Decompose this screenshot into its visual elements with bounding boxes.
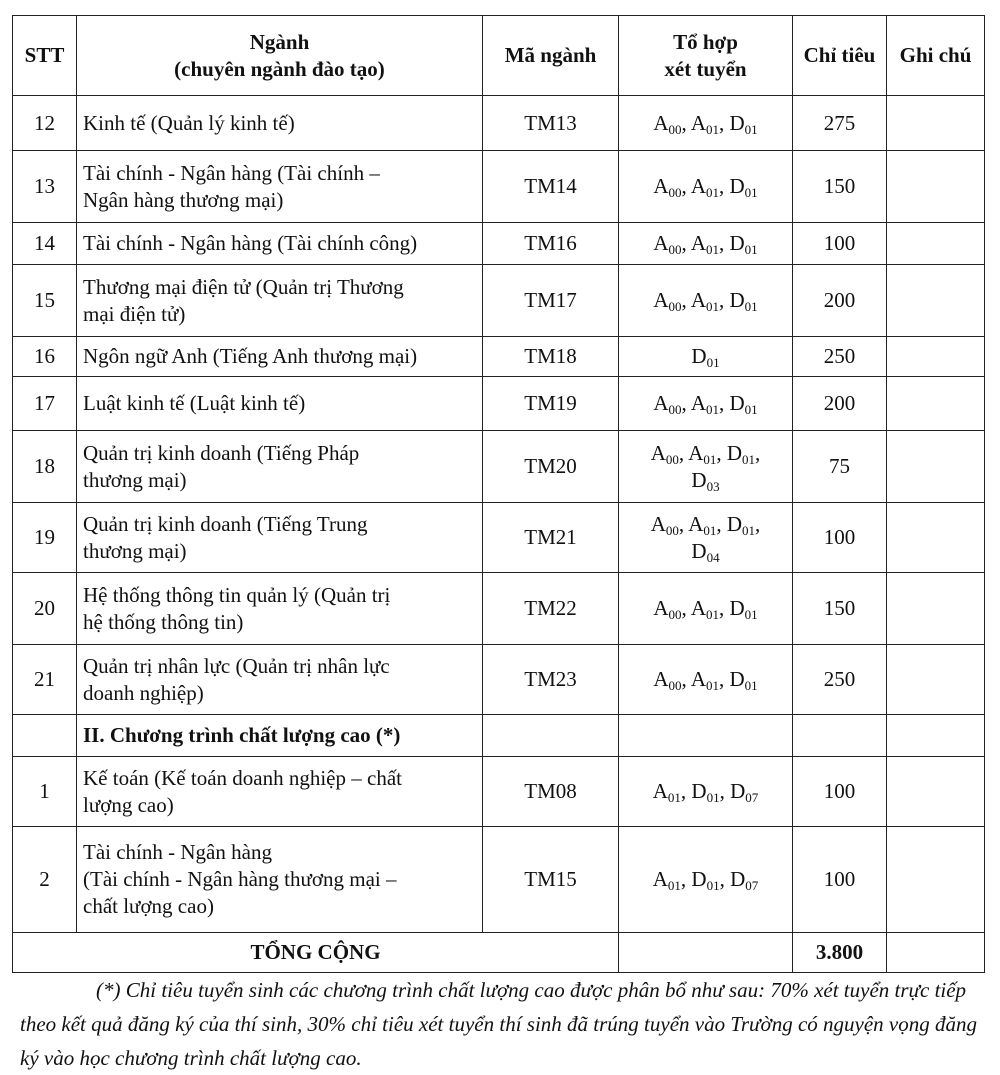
program-name-line: Kinh tế (Quản lý kinh tế) — [83, 110, 295, 135]
program-name-line: Tài chính - Ngân hàng — [83, 840, 272, 864]
subject-combination-cell: $A_{00}$, $A_{01}$, $D_{01}$, $D_{04}$ — [619, 503, 793, 573]
subject-code: $D_{01}$ — [729, 174, 758, 200]
program-code-cell: TM18 — [483, 337, 619, 377]
program-code-cell: TM14 — [483, 151, 619, 223]
table-row — [13, 223, 985, 265]
table-row — [13, 265, 985, 337]
subject-combination-cell: $A_{00}$, $A_{01}$, $D_{01}$ — [619, 377, 793, 431]
subject-combination-cell: $A_{01}$, $D_{01}$, $D_{07}$ — [619, 757, 793, 827]
quota-cell: 100 — [793, 223, 887, 265]
stt-cell: 2 — [13, 827, 77, 933]
subject-code: $D_{01}$ — [726, 440, 756, 467]
note-cell — [887, 645, 985, 715]
subject-code: $D_{04}$ — [691, 538, 720, 565]
subject-code: $A_{01}$ — [690, 110, 719, 137]
note-cell — [887, 573, 985, 645]
subject-code: $D_{01}$ — [726, 511, 756, 538]
table-row — [13, 431, 985, 503]
program-name-cell — [77, 757, 483, 827]
subject-code: $A_{01}$ — [690, 391, 719, 417]
program-name-line: (Tài chính - Ngân hàng thương mại – — [83, 867, 397, 891]
program-name-line: lượng cao) — [83, 792, 174, 817]
note-cell — [887, 151, 985, 223]
program-code-cell: TM08 — [483, 757, 619, 827]
program-code-cell: TM16 — [483, 223, 619, 265]
stt-cell: 12 — [13, 96, 77, 151]
quota-cell: 75 — [793, 431, 887, 503]
program-name-cell — [77, 573, 483, 645]
quota-cell: 275 — [793, 96, 887, 151]
header-nganh-line1: Ngành — [249, 29, 310, 54]
header-to-hop-line1: Tổ hợp — [673, 29, 738, 54]
table-row — [13, 645, 985, 715]
table-row — [13, 827, 985, 933]
section-title-row — [13, 715, 985, 757]
program-name-line: Hệ thống thông tin quản lý (Quản trị — [83, 582, 391, 607]
table-row — [13, 377, 985, 431]
subject-code: $A_{01}$ — [688, 511, 717, 538]
subject-code: $D_{01}$ — [691, 779, 720, 805]
total-row — [13, 933, 985, 973]
program-code-cell: TM19 — [483, 377, 619, 431]
note-cell — [887, 96, 985, 151]
note-cell — [887, 503, 985, 573]
program-name-line: chất lượng cao) — [83, 894, 214, 918]
program-name-line: Tài chính - Ngân hàng (Tài chính công) — [83, 231, 418, 255]
table-row — [13, 337, 985, 377]
subject-code: $A_{00}$ — [653, 110, 682, 137]
section-header — [13, 715, 985, 757]
stt-cell: 14 — [13, 223, 77, 265]
program-name-line: Quản trị nhân lực (Quản trị nhân lực — [83, 653, 390, 678]
subject-code: $D_{01}$ — [729, 231, 758, 257]
quota-cell: 150 — [793, 151, 887, 223]
program-name-cell — [77, 503, 483, 573]
program-name-line: thương mại) — [83, 538, 187, 563]
program-code-cell: TM21 — [483, 503, 619, 573]
quota-cell: 250 — [793, 337, 887, 377]
program-name-line: Quản trị kinh doanh (Tiếng Pháp — [83, 440, 360, 465]
subject-code: $A_{00}$ — [653, 667, 682, 693]
program-name-line: Luật kinh tế (Luật kinh tế) — [83, 391, 306, 415]
program-name-line: mại điện tử) — [83, 301, 186, 326]
subject-combination-cell: $A_{00}$, $A_{01}$, $D_{01}$ — [619, 223, 793, 265]
high-quality-program-rows — [13, 757, 985, 933]
header-ma-nganh: Mã ngành — [483, 16, 619, 96]
program-code-cell: TM17 — [483, 265, 619, 337]
subject-code: $D_{01}$ — [729, 110, 758, 137]
note-cell — [887, 757, 985, 827]
subject-code: $A_{01}$ — [690, 596, 719, 622]
program-name-line: doanh nghiệp) — [83, 680, 204, 705]
header-chi-tieu: Chỉ tiêu — [793, 16, 887, 96]
quota-cell: 100 — [793, 827, 887, 933]
program-code-cell: TM22 — [483, 573, 619, 645]
program-name-line: Kế toán (Kế toán doanh nghiệp – chất — [83, 765, 402, 790]
table-header-row — [13, 16, 985, 96]
program-code-cell: TM20 — [483, 431, 619, 503]
program-rows — [13, 96, 985, 715]
subject-code: $D_{01}$ — [729, 391, 758, 417]
program-name-line: Thương mại điện tử (Quản trị Thương — [83, 274, 404, 299]
subject-combination-cell — [619, 337, 793, 377]
subject-code: $D_{01}$ — [691, 867, 720, 893]
subject-code: $A_{01}$ — [688, 440, 717, 467]
subject-code: $A_{00}$ — [650, 440, 679, 467]
subject-code: $A_{00}$ — [653, 174, 682, 200]
program-code-cell: TM23 — [483, 645, 619, 715]
table-row — [13, 757, 985, 827]
stt-cell: 13 — [13, 151, 77, 223]
subject-code: $D_{07}$ — [730, 867, 759, 893]
subject-code: $D_{01}$ — [729, 596, 758, 622]
program-name-line: Tài chính - Ngân hàng (Tài chính – — [83, 160, 380, 185]
program-name-cell — [77, 265, 483, 337]
quota-cell: 200 — [793, 377, 887, 431]
quota-cell: 250 — [793, 645, 887, 715]
subject-code: $A_{00}$ — [650, 511, 679, 538]
program-name-cell — [77, 645, 483, 715]
subject-code: $D_{01}$ — [729, 288, 758, 314]
note-cell — [887, 337, 985, 377]
program-code-cell: TM13 — [483, 96, 619, 151]
header-nganh — [77, 16, 483, 96]
stt-cell: 19 — [13, 503, 77, 573]
program-name-line: hệ thống thông tin) — [83, 609, 244, 634]
stt-cell: 1 — [13, 757, 77, 827]
stt-cell: 20 — [13, 573, 77, 645]
subject-combination-cell: $A_{00}$, $A_{01}$, $D_{01}$ — [619, 96, 793, 151]
subject-combination-cell: $A_{00}$, $A_{01}$, $D_{01}$ — [619, 151, 793, 223]
program-name-cell — [77, 96, 483, 151]
table-row — [13, 96, 985, 151]
header-nganh-line2: (chuyên ngành đào tạo) — [174, 56, 385, 81]
program-name-line: Ngôn ngữ Anh (Tiếng Anh thương mại) — [83, 344, 418, 368]
note-cell — [887, 377, 985, 431]
stt-cell: 16 — [13, 337, 77, 377]
quota-cell: 100 — [793, 757, 887, 827]
subject-combination-cell: $A_{00}$, $A_{01}$, $D_{01}$ — [619, 265, 793, 337]
subject-code: $D_{01}$ — [729, 667, 758, 693]
header-to-hop-line2: xét tuyển — [664, 56, 747, 81]
subject-code: $A_{00}$ — [653, 596, 682, 622]
subject-code: $A_{01}$ — [690, 174, 719, 200]
header-to-hop — [619, 16, 793, 96]
note-cell — [887, 431, 985, 503]
subject-code: $D_{07}$ — [730, 779, 759, 805]
subject-code: $A_{01}$ — [690, 667, 719, 693]
subject-combination-cell: $A_{00}$, $A_{01}$, $D_{01}$ — [619, 573, 793, 645]
program-name-cell — [77, 151, 483, 223]
program-name-line: Quản trị kinh doanh (Tiếng Trung — [83, 511, 368, 536]
program-name-cell — [77, 827, 483, 933]
table-row — [13, 151, 985, 223]
subject-code: $A_{01}$ — [690, 231, 719, 257]
subject-code: $A_{01}$ — [652, 779, 681, 805]
subject-combination-cell: $A_{01}$, $D_{01}$, $D_{07}$ — [619, 827, 793, 933]
subject-code: $A_{00}$ — [653, 288, 682, 314]
subject-code: $D_{01}$ — [691, 344, 720, 370]
header-ghi-chu: Ghi chú — [887, 16, 985, 96]
program-name-cell — [77, 223, 483, 265]
total-label: TỔNG CỘNG — [13, 933, 619, 973]
note-cell — [887, 265, 985, 337]
subject-code: $A_{00}$ — [653, 231, 682, 257]
total-value: 3.800 — [793, 933, 887, 973]
table-row — [13, 573, 985, 645]
subject-code: $A_{00}$ — [653, 391, 682, 417]
note-cell — [887, 223, 985, 265]
section-title: II. Chương trình chất lượng cao (*) — [77, 715, 483, 757]
footnote: (*) Chỉ tiêu tuyển sinh các chương trình chất lượng cao được phân bổ như sau: 70% xét tuyển trực tiếp theo kết quả đăng ký của thí sinh, 30% chỉ tiêu xét tuyển thí sinh đã trúng tuyển vào Trường có nguyện vọng đăng ký vào học chương trình chất lượng cao. — [20, 978, 977, 1070]
subject-combination-cell: $A_{00}$, $A_{01}$, $D_{01}$ — [619, 645, 793, 715]
stt-cell: 21 — [13, 645, 77, 715]
subject-code: $D_{03}$ — [691, 467, 720, 494]
program-name-cell — [77, 377, 483, 431]
subject-code: $A_{01}$ — [690, 288, 719, 314]
program-name-line: Ngân hàng thương mại) — [83, 187, 284, 212]
quota-cell: 200 — [793, 265, 887, 337]
stt-cell: 18 — [13, 431, 77, 503]
quota-cell: 150 — [793, 573, 887, 645]
program-name-line: thương mại) — [83, 467, 187, 492]
program-name-cell — [77, 337, 483, 377]
header-stt: STT — [13, 16, 77, 96]
subject-code: $A_{01}$ — [652, 867, 681, 893]
quota-cell: 100 — [793, 503, 887, 573]
program-code-cell: TM15 — [483, 827, 619, 933]
subject-combination-cell: $A_{00}$, $A_{01}$, $D_{01}$, $D_{03}$ — [619, 431, 793, 503]
program-name-cell — [77, 431, 483, 503]
admission-quota-table — [12, 15, 985, 973]
table-row — [13, 503, 985, 573]
stt-cell: 15 — [13, 265, 77, 337]
note-cell — [887, 827, 985, 933]
stt-cell: 17 — [13, 377, 77, 431]
